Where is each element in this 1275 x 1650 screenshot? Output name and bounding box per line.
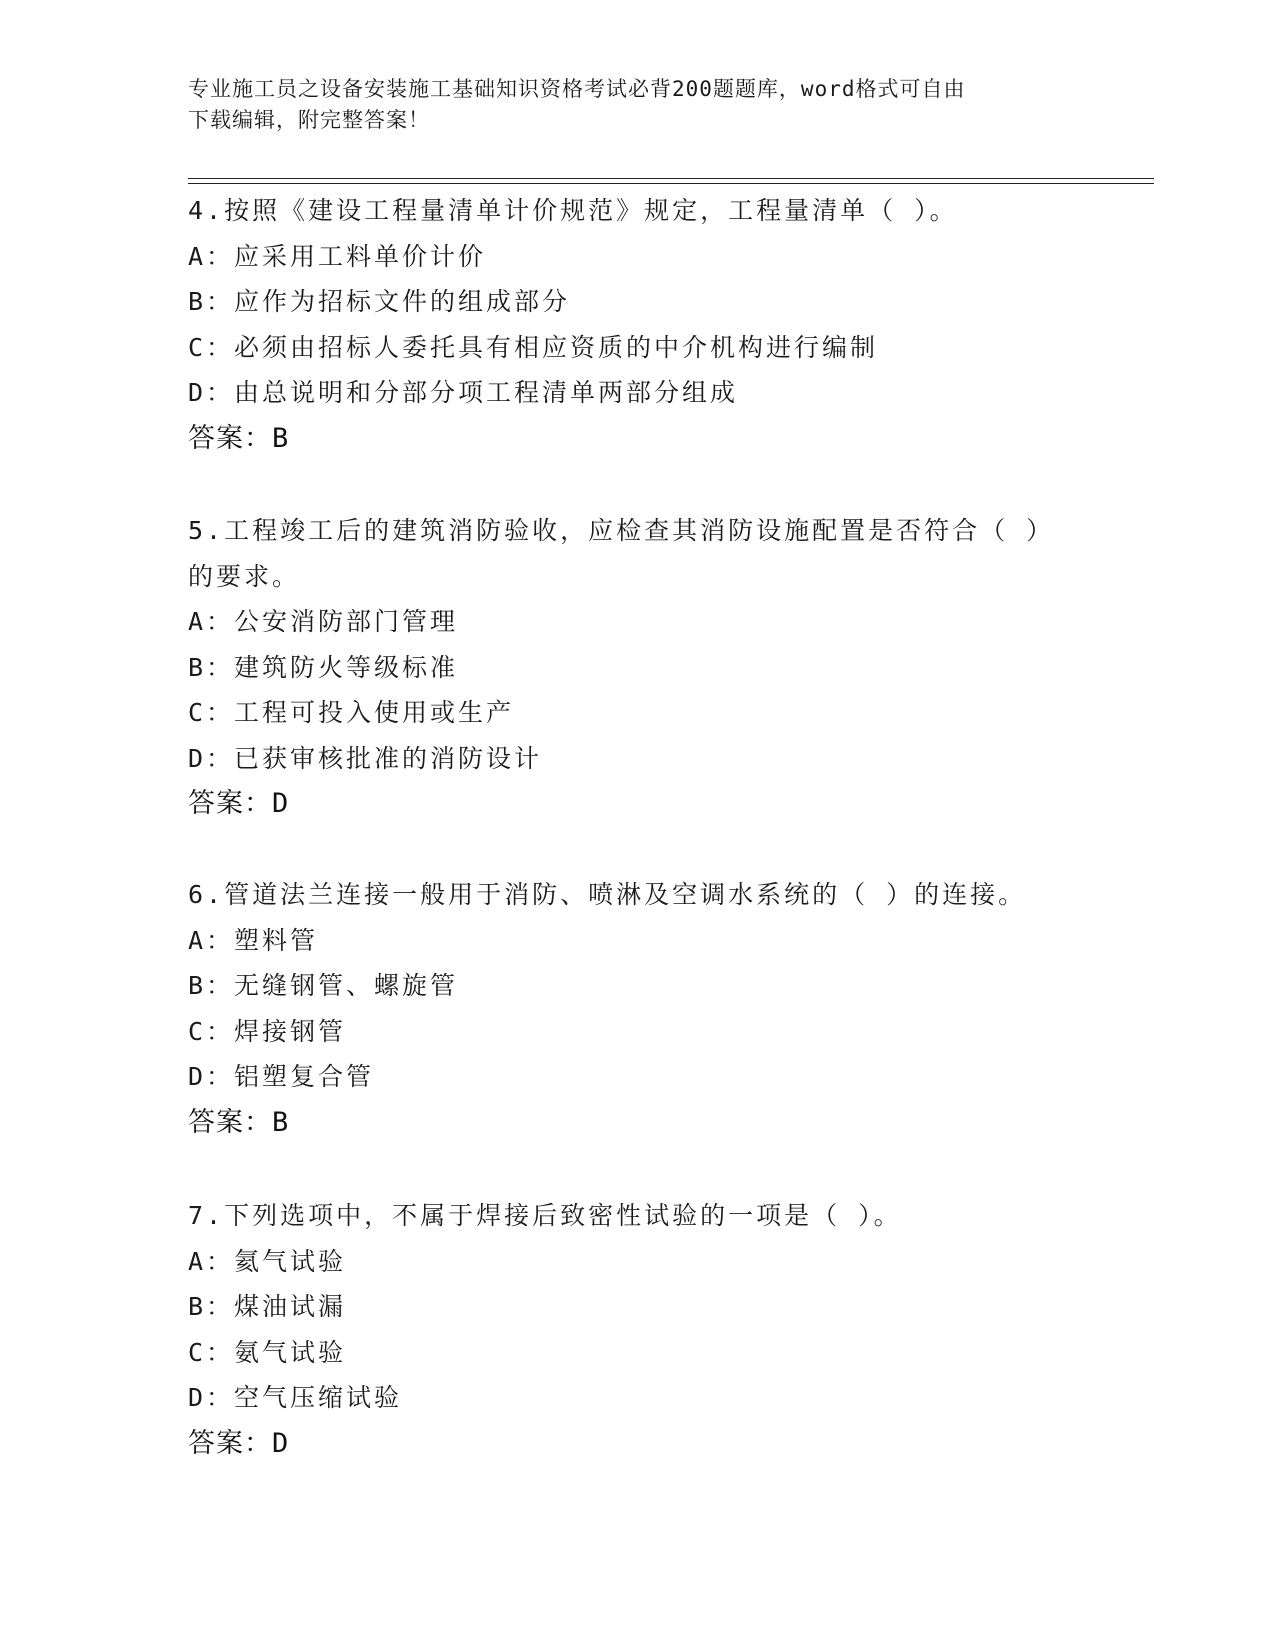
option-a: A：氦气试验 xyxy=(188,1246,347,1276)
option-c: C：焊接钢管 xyxy=(188,1016,347,1046)
option-a: A：公安消防部门管理 xyxy=(188,607,459,636)
question-stem: 7.下列选项中，不属于焊接后致密性试验的一项是（ ）。 xyxy=(188,1201,902,1230)
option-d: D：由总说明和分部分项工程清单两部分组成 xyxy=(188,378,739,407)
option-c: C：氨气试验 xyxy=(188,1337,347,1367)
question-stem: 4.按照《建设工程量清单计价规范》规定，工程量清单（ ）。 xyxy=(188,196,958,225)
option-d: D：已获审核批准的消防设计 xyxy=(188,743,543,773)
option-c: C：必须由招标人委托具有相应资质的中介机构进行编制 xyxy=(188,332,879,362)
answer-label: 答案：B xyxy=(188,1106,290,1138)
answer-label: 答案：B xyxy=(188,422,290,454)
option-a: A：应采用工料单价计价 xyxy=(188,241,487,271)
question-4 xyxy=(188,188,1088,461)
answer-label: 答案：D xyxy=(188,788,290,819)
option-d: D：铝塑复合管 xyxy=(188,1062,375,1091)
option-b: B：建筑防火等级标准 xyxy=(188,652,459,682)
option-b: B：应作为招标文件的组成部分 xyxy=(188,287,571,316)
option-c: C：工程可投入使用或生产 xyxy=(188,698,515,727)
answer-label: 答案：D xyxy=(188,1427,290,1459)
option-d: D：空气压缩试验 xyxy=(188,1383,403,1412)
header-divider-top xyxy=(188,178,1154,179)
header-line-2: 下载编辑，附完整答案！ xyxy=(188,108,430,132)
header-divider-bottom xyxy=(188,183,1154,184)
question-7 xyxy=(188,1193,1088,1466)
option-b: B：煤油试漏 xyxy=(188,1292,347,1321)
option-a: A：塑料管 xyxy=(188,925,319,955)
question-stem: 6.管道法兰连接一般用于消防、喷淋及空调水系统的（ ）的连接。 xyxy=(188,880,1027,909)
question-stem-line-1: 5.工程竣工后的建筑消防验收，应检查其消防设施配置是否符合（ ） xyxy=(188,516,1055,545)
question-stem-line-2: 的要求。 xyxy=(188,561,301,591)
document-header xyxy=(188,74,1078,136)
option-b: B：无缝钢管、螺旋管 xyxy=(188,971,459,1000)
question-6 xyxy=(188,872,1088,1145)
question-5 xyxy=(188,508,1088,827)
header-line-1: 专业施工员之设备安装施工基础知识资格考试必背200题题库，word格式可自由 xyxy=(188,77,966,101)
